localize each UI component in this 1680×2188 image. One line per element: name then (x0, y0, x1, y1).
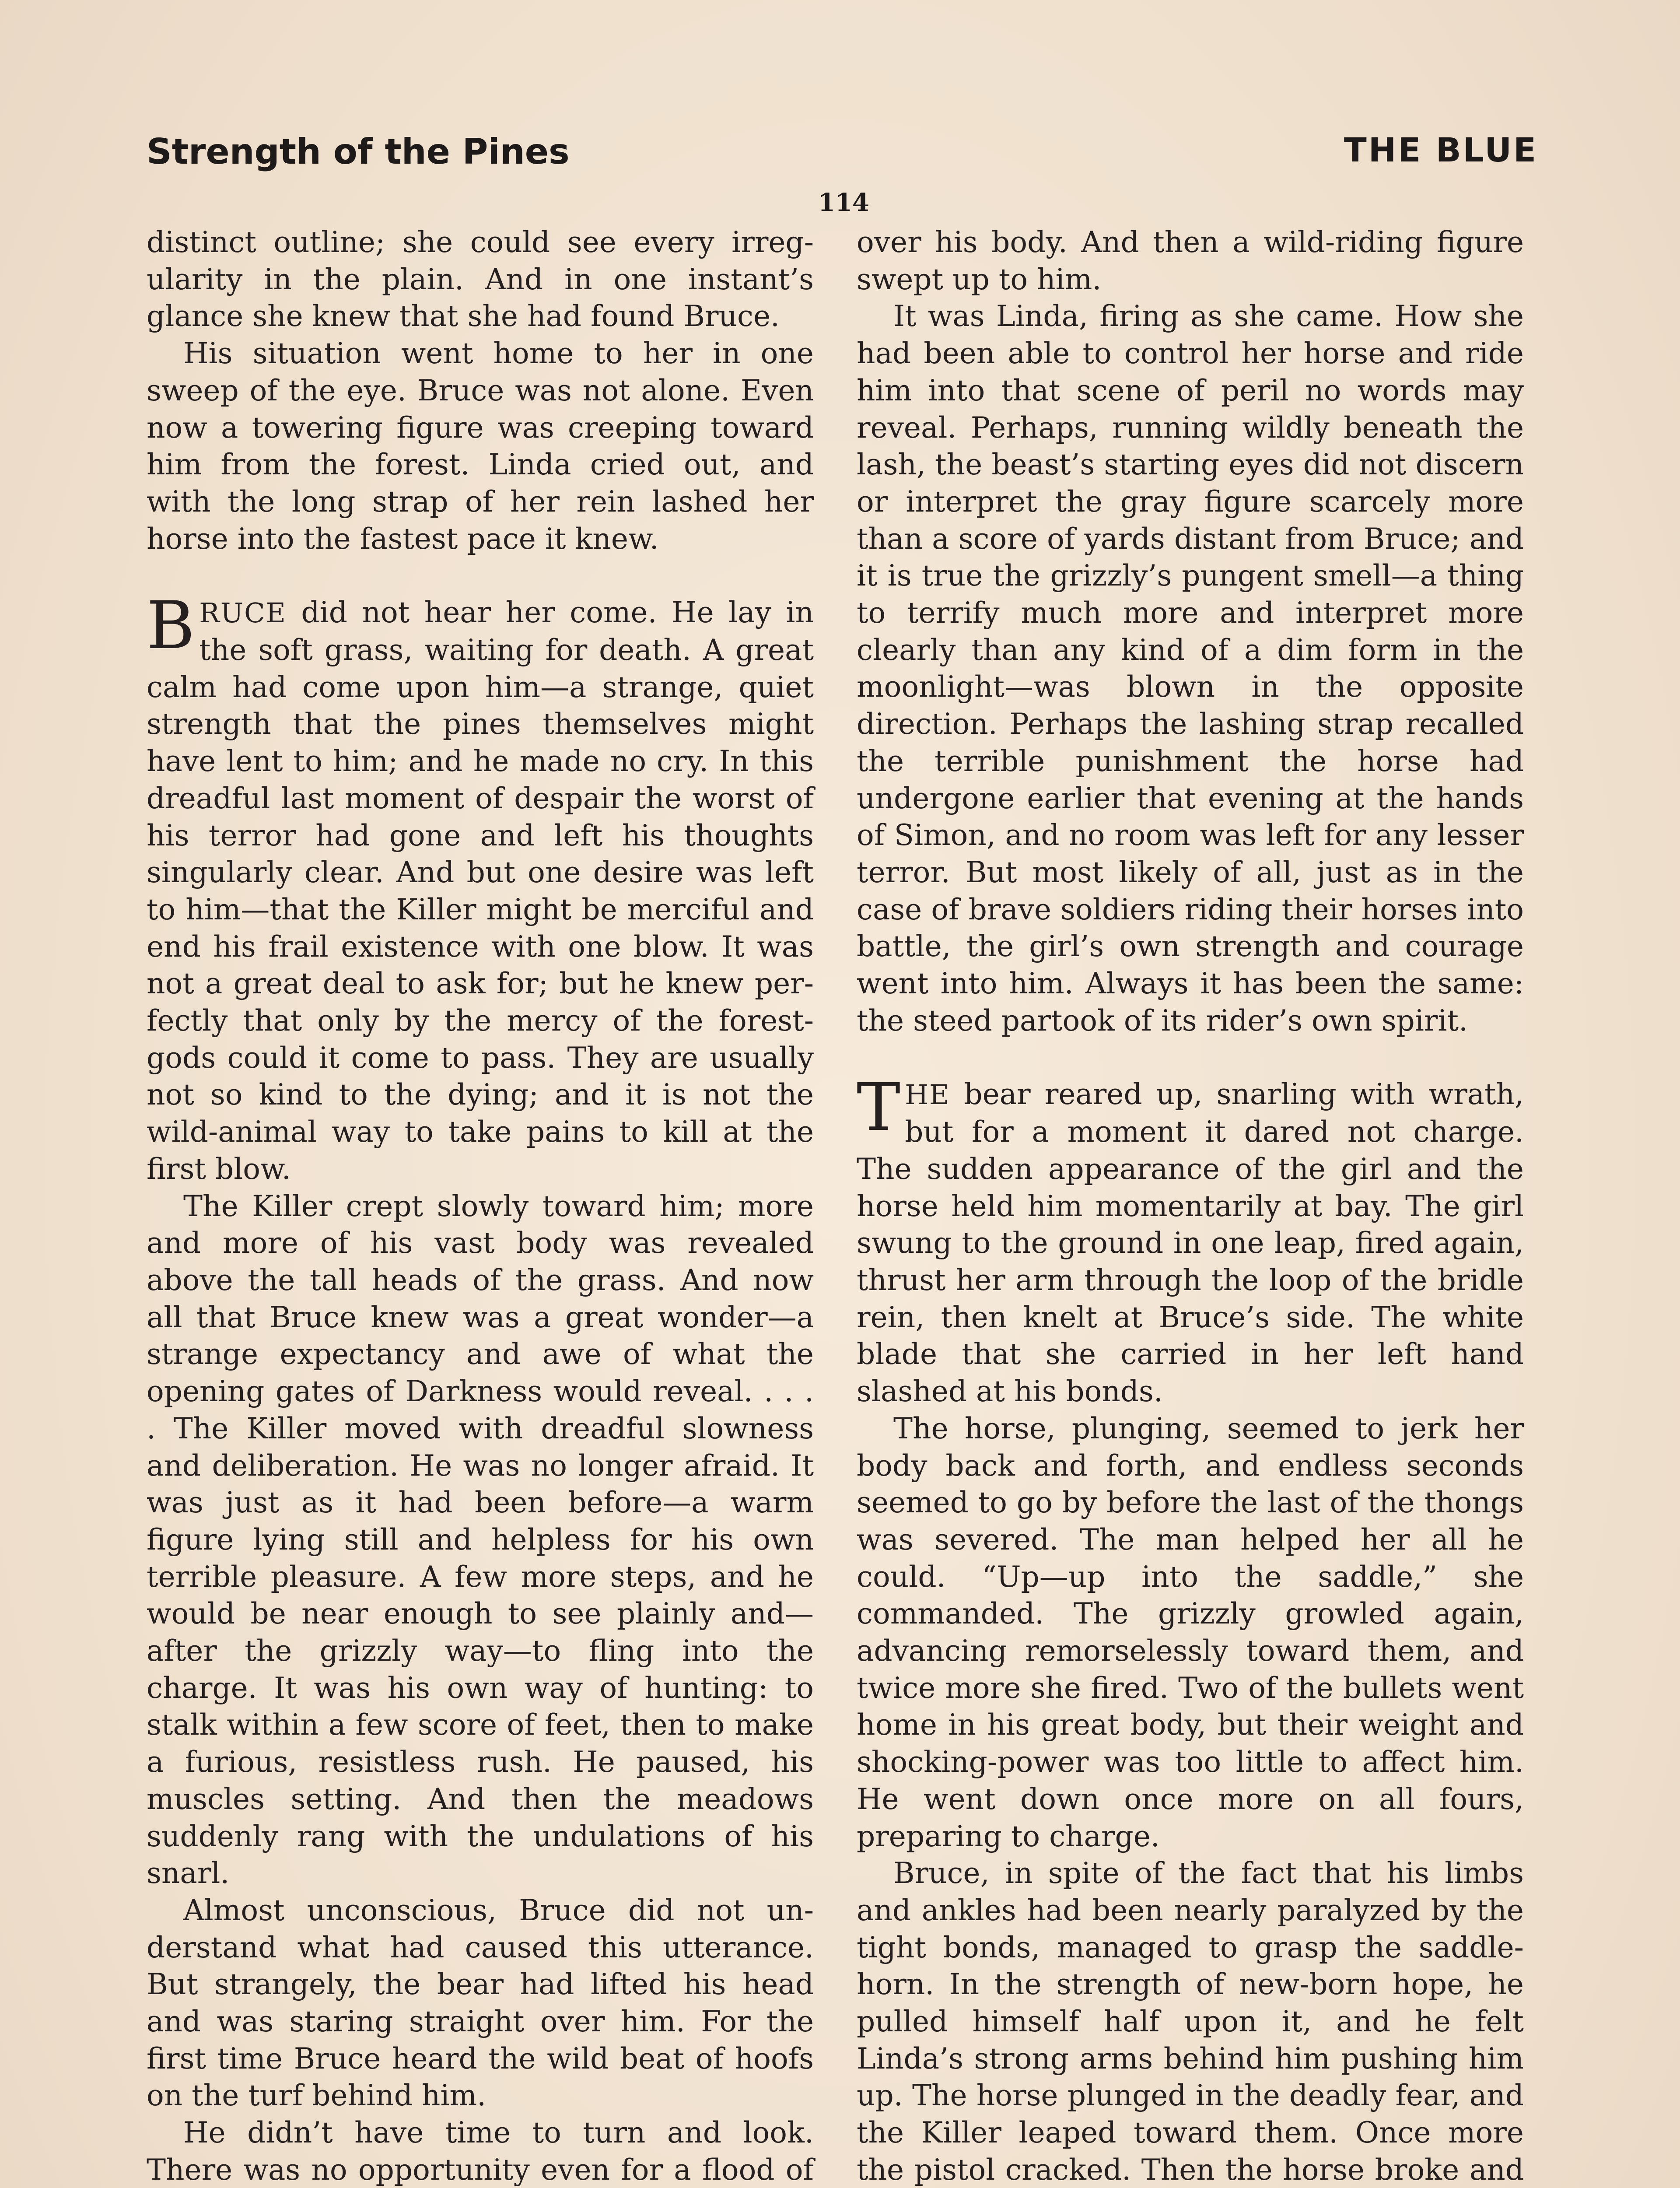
small-caps-lead: RUCE (199, 597, 287, 629)
right-text-column (857, 224, 1524, 2188)
page-number: 114 (818, 188, 869, 217)
running-magazine-name: THE BLUE (1344, 130, 1538, 169)
paragraph: Almost unconscious, Bruce did not understand what had caused this utterance. But strangely, the bear had lifted his head and was staring straight over him. For the first time Bruce heard the wild beat of hoofs on the turf behind him. (147, 1893, 814, 2113)
paragraph: The horse, plunging, seemed to jerk her body back and forth, and endless seconds seemed to go by before the last of the thongs was severed. The man helped her all he could. “Up—up into the saddle,” she commanded. The grizzly growled again, advancing remorselessly toward them, and twice more she fired. Two of the bullets went home in his great body, but their weight and shocking-power was too little to affect him. He went down once more on all fours, preparing to charge. (857, 1411, 1524, 1853)
paragraph-text: bear reared up, snarling with wrath, but for a moment it dared not charge. The sudden appearance of the girl and the horse held him momentarily at bay. The girl swung to the ground in one leap, fired again, thrust her arm through the loop of the bridle rein, then knelt at Bruce’s side. The white blade that she carried in her left hand slashed at his bonds. (857, 1077, 1524, 1409)
running-story-title: Strength of the Pines (147, 131, 570, 172)
left-text-column (147, 224, 814, 2188)
paragraph: It was Linda, firing as she came. How she had been able to control her horse and ride him into that scene of peril no words may reveal. Perhaps, running wildly beneath the lash, the beast’s starting eyes did not discern or interpret the gray figure scarcely more than a score of yards distant from Bruce; and it is true the grizzly’s pungent smell—a thing to terrify much more and interpret more clearly than any kind of a dim form in the moonlight—was blown in the opposite direction. Perhaps the lashing strap recalled the terrible punishment the horse had undergone earlier that evening at the hands of Simon, and no room was left for any lesser terror. But most likely of all, just as in the case of brave soldiers riding their horses into battle, the girl’s own strength and courage went into him. Always it has been the same: the steed partook of its rider’s own spirit. (857, 299, 1524, 1038)
paragraph: distinct outline; she could see every irregularity in the plain. And in one instant’s glance she knew that she had found Bruce. (147, 225, 814, 333)
small-caps-lead: HE (905, 1079, 950, 1111)
paragraph: He didn’t have time to turn and look. There was no opportunity even for a flood of (147, 2116, 814, 2187)
paragraph: The Killer crept slowly toward him; more and more of his vast body was revealed above the tall heads of the grass. And now all that Bruce knew was a great wonder—a strange expectancy and awe of what the opening gates of Darkness would reveal. . . . . The Killer moved with dreadful slowness and deliberation. He was no longer afraid. It was just as it had been before—a warm figure lying still and helpless for his own terrible pleasure. A few more steps, and he would be near enough to see plainly and—after the grizzly way—to fling into the charge. It was his own way of hunting: to stalk within a few score of feet, then to make a furious, resistless rush. He paused, his muscles setting. And then the meadows suddenly rang with the undulations of his snarl. (147, 1189, 814, 1890)
section-paragraph (857, 1069, 1524, 1410)
paragraph-text: did not hear her come. He lay in the soft grass, waiting for death. A great calm had come upon him—a strange, quiet strength that the pines themselves might have lent to him; and he made no cry. In this dreadful last moment of despair the worst of his terror had gone and left his thoughts singularly clear. And but one desire was left to him—that the Killer might be merciful and end his frail existence with one blow. It was not a great deal to ask for; but he knew perfectly that only by the mercy of the forest-gods could it come to pass. They are usually not so kind to the dying; and it is not the wild-animal way to take pains to kill at the first blow. (147, 596, 814, 1186)
drop-cap: B (147, 588, 195, 664)
paragraph: Bruce, in spite of the fact that his limbs and ankles had been nearly paralyzed by the tight bonds, managed to grasp the saddle-horn. In the strength of new-born hope, he pulled himself half upon it, and he felt Linda’s strong arms behind him pushing him up. The horse plunged in the deadly fear, and the Killer leaped toward them. Once more the pistol cracked. Then the horse broke and (857, 1856, 1524, 2187)
drop-cap: T (857, 1069, 901, 1146)
paragraph: His situation went home to her in one sweep of the eye. Bruce was not alone. Even now a towering figure was creeping toward him from the forest. Linda cried out, and with the long strap of her rein lashed her horse into the fastest pace it knew. (147, 337, 814, 556)
paragraph: over his body. And then a wild-riding figure swept up to him. (857, 225, 1524, 296)
section-paragraph (147, 588, 814, 1188)
